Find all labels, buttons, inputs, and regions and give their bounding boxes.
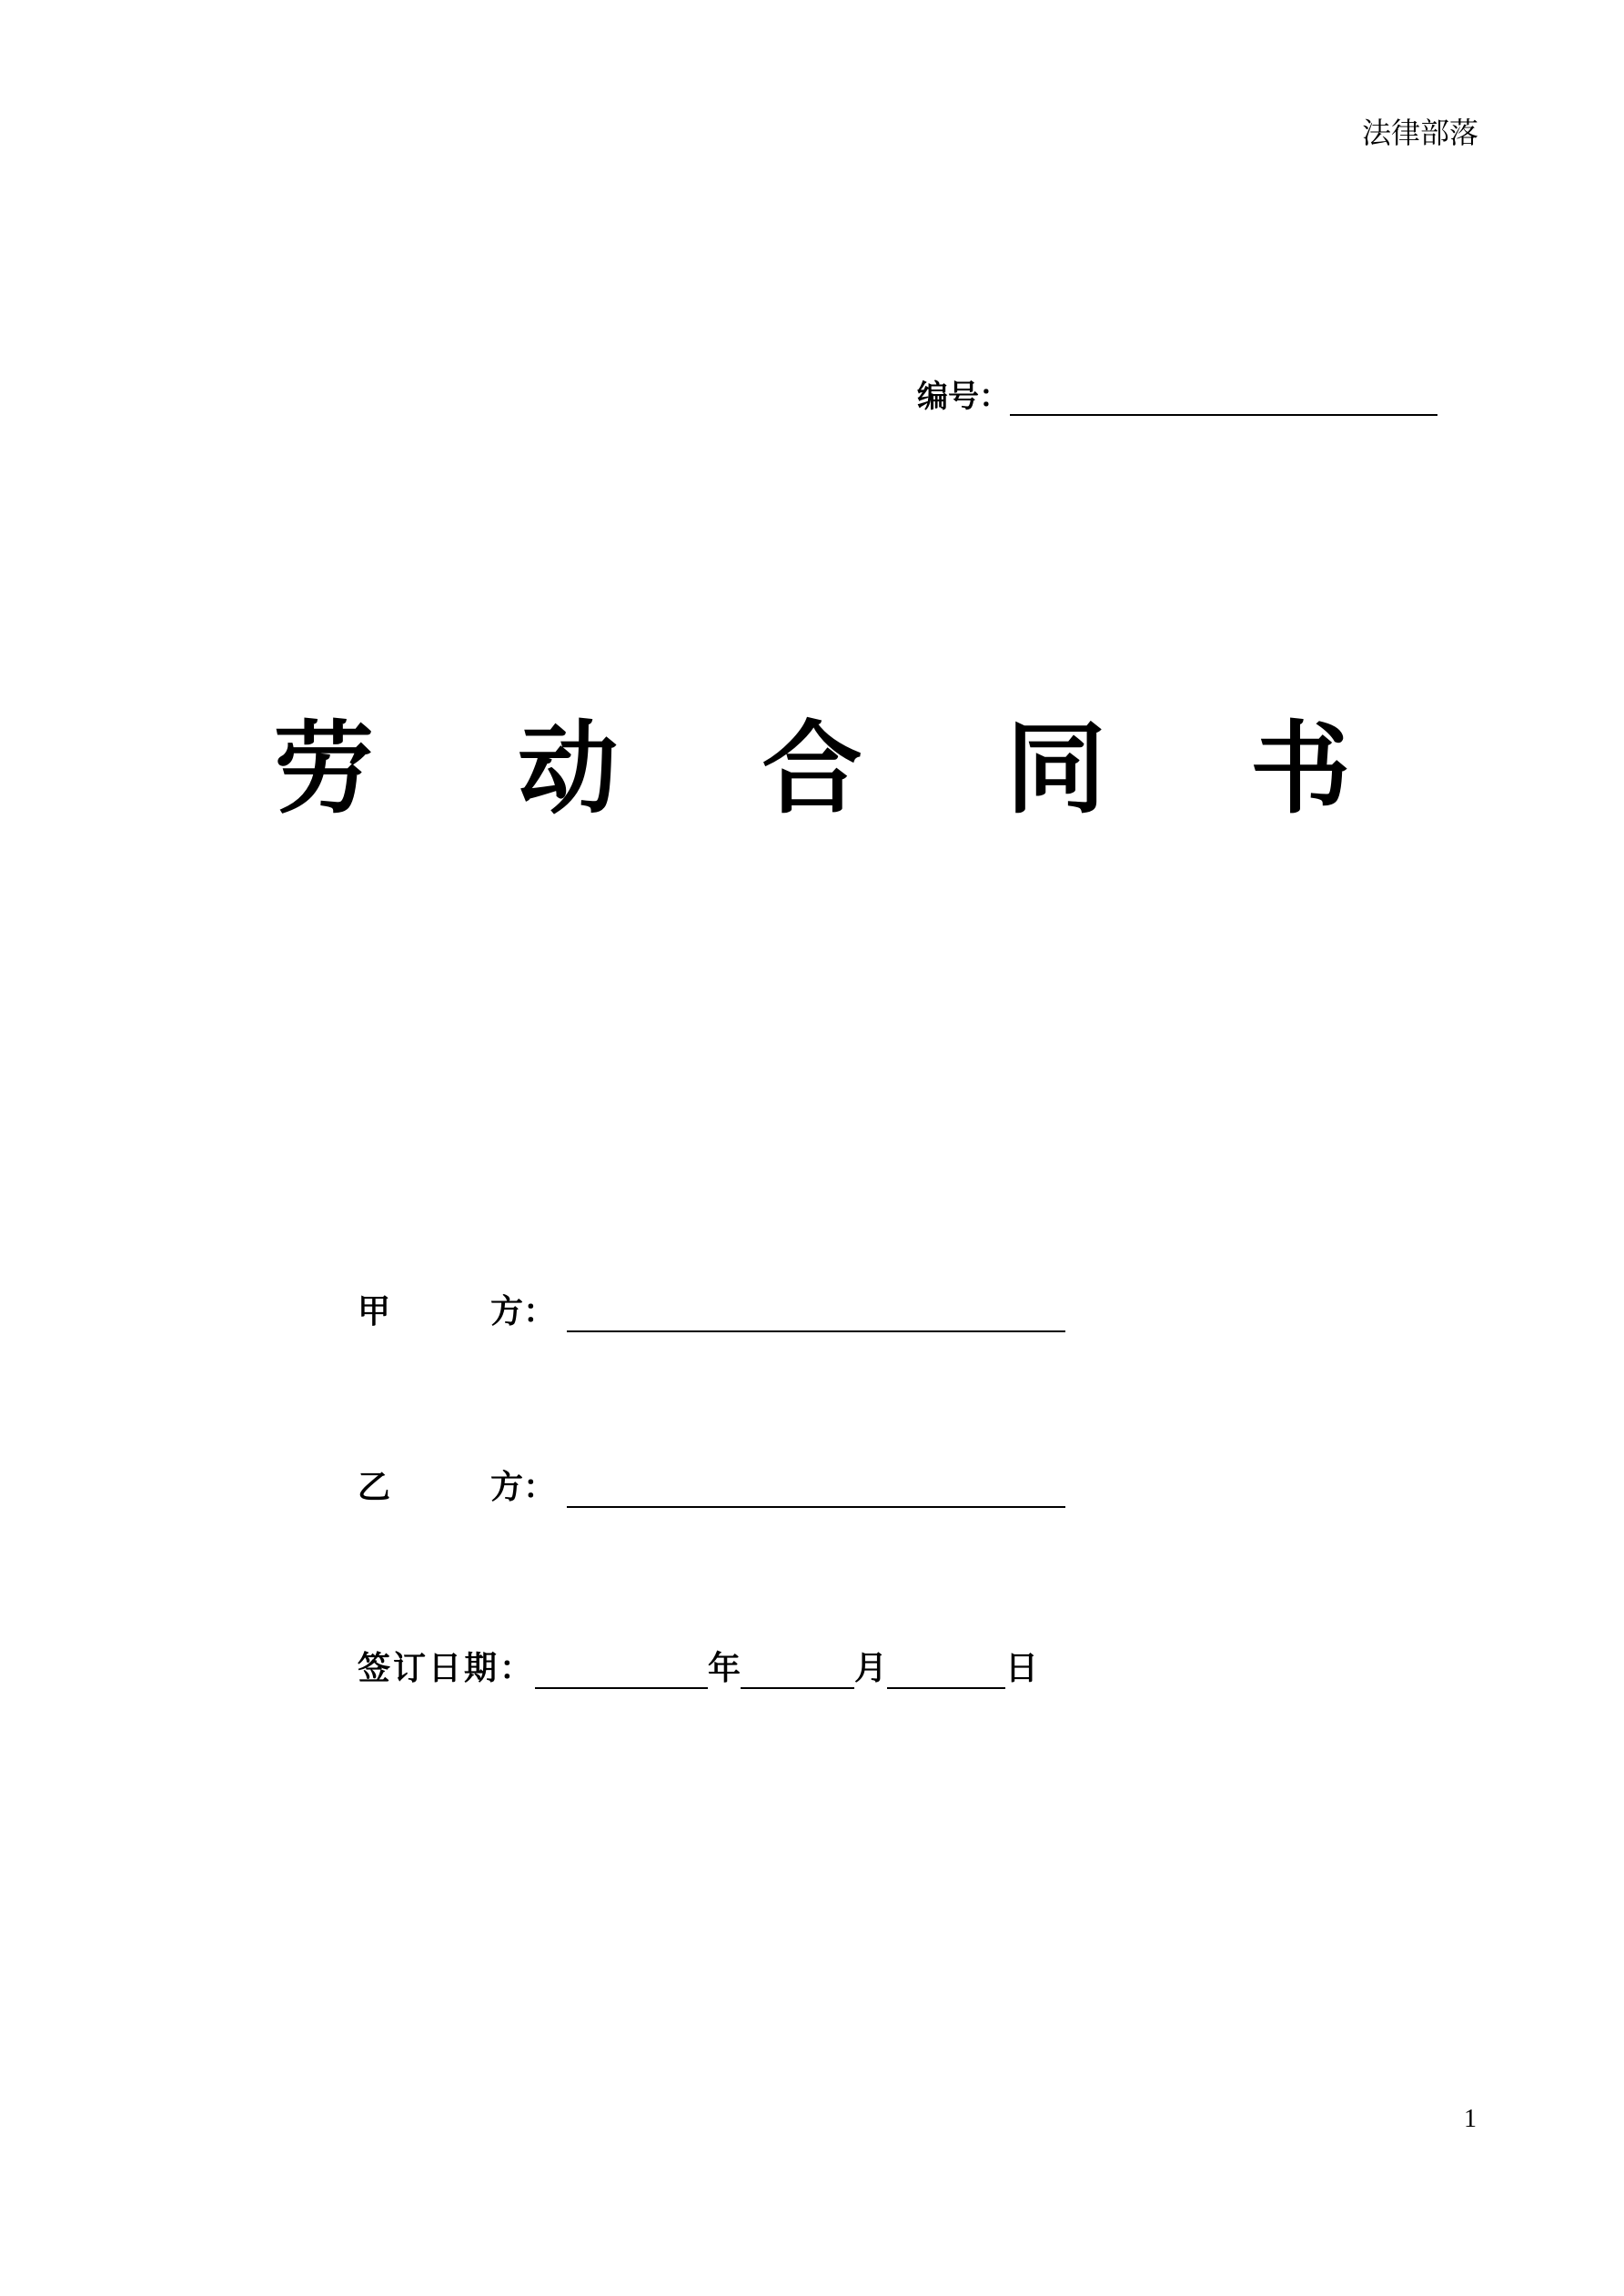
party-a-label	[358, 1292, 556, 1332]
party-b-char: 乙	[358, 1469, 391, 1506]
signing-day-label: 日	[1005, 1650, 1039, 1687]
signing-year-blank[interactable]	[535, 1654, 708, 1689]
document-number-row	[917, 378, 1437, 416]
party-a-char: 甲	[358, 1293, 391, 1330]
signing-date-label: 签订日期：	[358, 1650, 536, 1687]
document-number-blank[interactable]	[1010, 381, 1437, 416]
party-b-label	[358, 1468, 556, 1508]
signing-date-row	[358, 1649, 1038, 1689]
party-b-suffix: 方：	[490, 1469, 557, 1506]
header-source-label: 法律部落	[1361, 116, 1478, 149]
signing-year-label: 年	[708, 1650, 741, 1687]
signing-day-blank[interactable]	[887, 1654, 1005, 1689]
signing-month-label: 月	[854, 1650, 888, 1687]
party-a-suffix: 方：	[490, 1293, 557, 1330]
party-b-blank[interactable]	[567, 1473, 1065, 1508]
signing-month-blank[interactable]	[741, 1654, 854, 1689]
party-a-row	[358, 1292, 1065, 1332]
party-b-row	[358, 1468, 1065, 1508]
document-title: 劳 动 合 同 书	[273, 711, 1406, 827]
page-number: 1	[1464, 2105, 1477, 2133]
document-number-label: 编号：	[917, 379, 1010, 415]
party-a-blank[interactable]	[567, 1298, 1065, 1332]
